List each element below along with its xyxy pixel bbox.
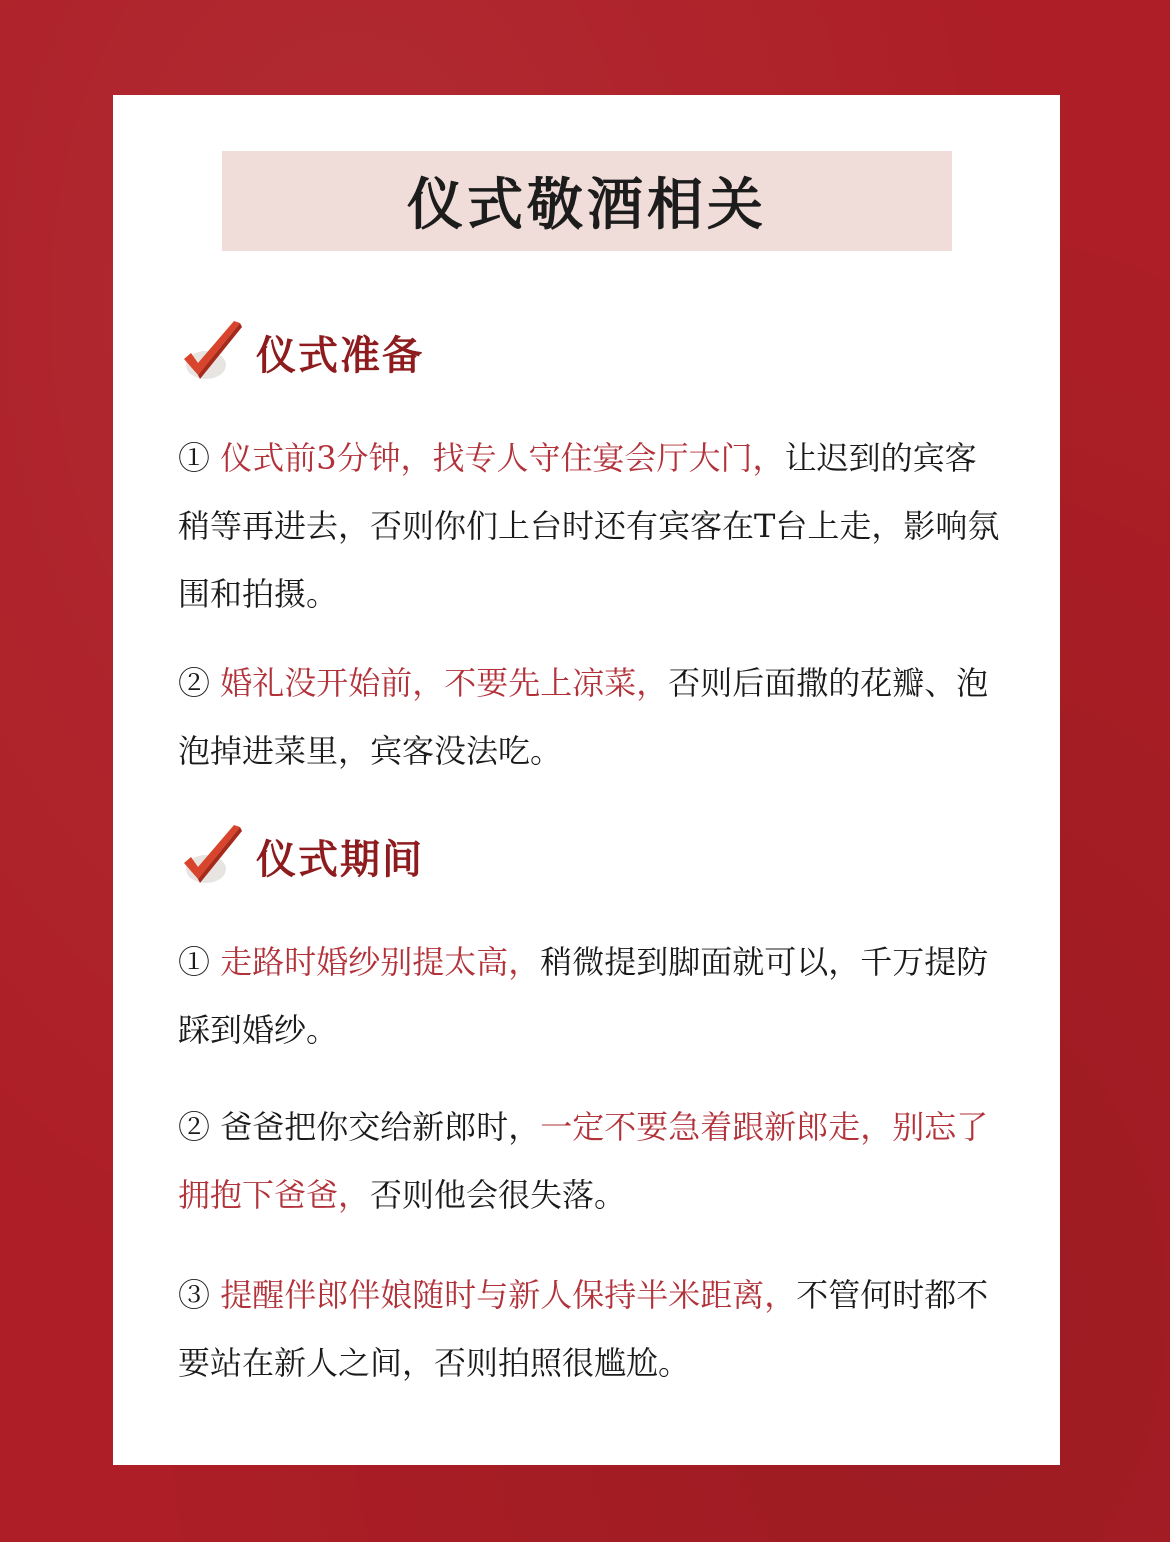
- item-highlight: 提醒伴郎伴娘随时与新人保持半米距离，: [220, 1276, 797, 1314]
- item-text: 让迟到的宾客稍等再进去，否则你们上台时还有宾客在T台上走，影响氛围和拍摄。: [178, 439, 1000, 613]
- section-header-preparation: [178, 317, 424, 387]
- item-text: 不管何时都不要站在新人之间，否则拍照很尴尬。: [178, 1276, 989, 1382]
- item-text: 否则他会很失落。: [370, 1176, 627, 1214]
- item-number: ③: [178, 1276, 211, 1314]
- item-highlight: 一定不要急着跟新郎走，别忘了拥抱下爸爸，: [178, 1108, 989, 1214]
- item-number: ①: [178, 943, 211, 981]
- checkmark-icon: [178, 821, 248, 891]
- list-item: [178, 1261, 1008, 1397]
- item-number: ②: [178, 1108, 211, 1146]
- list-item: [178, 424, 1008, 628]
- section-title: 仪式期间: [256, 835, 424, 883]
- item-number: ②: [178, 664, 211, 702]
- item-text: 稍微提到脚面就可以，千万提防踩到婚纱。: [178, 943, 989, 1049]
- list-item: [178, 649, 1008, 785]
- list-item: [178, 1093, 1008, 1229]
- item-text: 否则后面撒的花瓣、泡泡掉进菜里，宾客没法吃。: [178, 664, 989, 770]
- content-card: [113, 95, 1060, 1465]
- list-item: [178, 928, 1008, 1064]
- item-highlight: 婚礼没开始前，不要先上凉菜，: [220, 664, 669, 702]
- section-title: 仪式准备: [256, 331, 424, 379]
- page-title: 仪式敬酒相关: [407, 172, 767, 238]
- item-highlight: 仪式前3分钟，找专人守住宴会厅大门，: [220, 439, 785, 477]
- checkmark-icon: [178, 317, 248, 387]
- section-header-during: [178, 821, 424, 891]
- item-text-before: 爸爸把你交给新郎时，: [220, 1108, 541, 1146]
- title-banner: [222, 151, 952, 251]
- item-number: ①: [178, 439, 211, 477]
- item-highlight: 走路时婚纱别提太高，: [220, 943, 541, 981]
